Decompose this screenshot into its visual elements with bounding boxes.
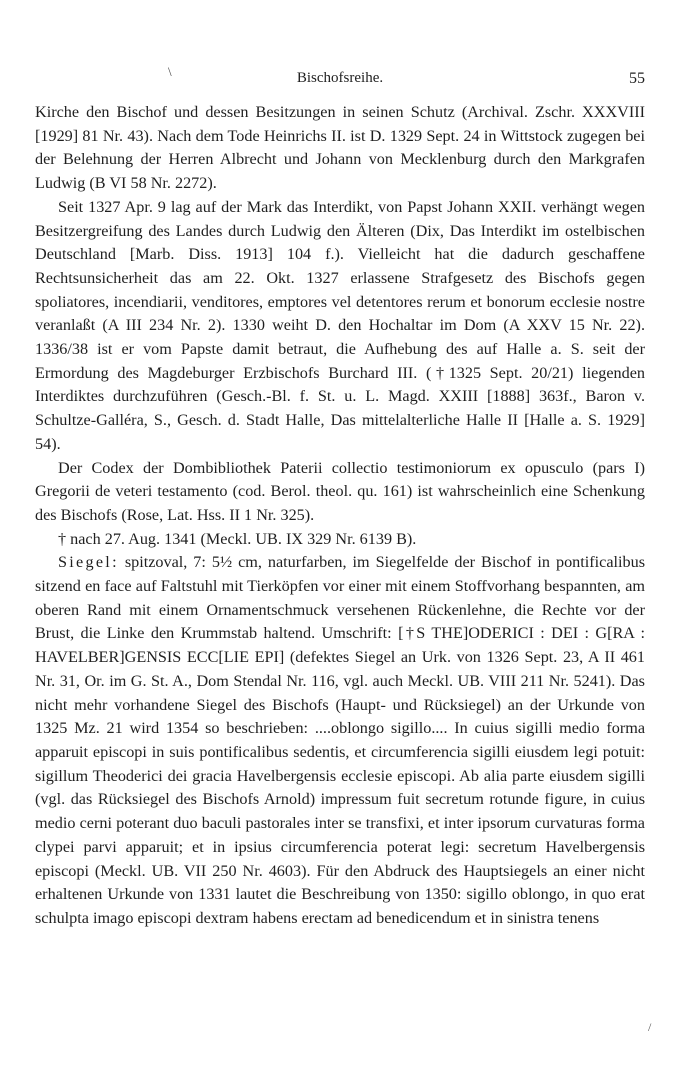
header-title: Bischofsreihe. bbox=[296, 70, 384, 86]
body-text bbox=[35, 101, 645, 931]
seal-description: spitzoval, 7: 5½ cm, naturfarben, im Siegelfelde der Bischof in pontificalibus sitzend en face auf Faltstuhl mit Tierköpfen vor einer mit einem Stoffvorhang bespannten, am oberen Rand mit einem Ornamentschmuck versehenen Rückenlehne, die Rechte vor der Brust, die Linke den Krummstab haltend. Umschrift: [†S THE]ODERICI : DEI : G[RA : HAVELBER]GENSIS ECC[LIE EPI] (defektes Siegel an Urk. von 1326 Sept. 23, A II 461 Nr. 31, Or. im G. St. A., Dom Stendal Nr. 116, vgl. auch Meckl. UB. VIII 211 Nr. 5241). Das nicht mehr vorhandene Siegel des Bischofs (Haupt- und Rücksiegel) an der Urkunde von 1325 Mz. 21 wird 1354 so beschrieben: ....oblongo sigillo.... In cuius sigilli medio forma apparuit episcopi in suis pontificalibus sedentis, et circumferencia sigilli eiusdem legi potuit: sigillum Theoderici dei gracia Havelbergensis ecclesie episcopi. Ab alia parte eiusdem sigilli (vgl. das Rücksiegel des Bischofs Arnold) impressum fuit secretum rotunde figure, in cuius medio cerni poterant duo baculi pastorales inter se transfixi, et inter ipsorum curvaturas forma clypei parvi apparuit; et in ipsius circumferencia poterat legi: secretum Havelbergensis episcopi (Meckl. UB. VII 250 Nr. 4603). Für den Abdruck des Hauptsiegels an einer nicht erhaltenen Urkunde von 1331 lautet die Beschreibung von 1350: sigillo oblongo, in quo erat schulpta imago episcopi dextram habens erectam ad benedicendum et in sinistra tenens bbox=[35, 553, 645, 927]
margin-mark: / bbox=[648, 1020, 652, 1034]
paragraph-1: Kirche den Bischof und dessen Besitzungen in seinen Schutz (Archival. Zschr. XXXVIII [1929] 81 Nr. 43). Nach dem Tode Heinrichs II. ist D. 1329 Sept. 24 in Wittstock zugegen bei der Belehnung der Herren Albrecht und Johann von Mecklenburg durch den Markgrafen Ludwig (B VI 58 Nr. 2272). bbox=[35, 103, 645, 193]
paragraph-3: Der Codex der Dombibliothek Paterii collectio testimoniorum ex opusculo (pars I) Gregorii de veteri testamento (cod. Berol. theol. qu. 161) ist wahrscheinlich eine Schenkung des Bischofs (Rose, Lat. Hss. II 1 Nr. 325). bbox=[35, 458, 645, 524]
seal-label: Siegel: bbox=[58, 553, 119, 572]
stray-mark: \ bbox=[168, 64, 172, 79]
paragraph-4: † nach 27. Aug. 1341 (Meckl. UB. IX 329 Nr. 6139 B). bbox=[58, 529, 417, 548]
page-number: 55 bbox=[629, 70, 645, 87]
paragraph-2: Seit 1327 Apr. 9 lag auf der Mark das Interdikt, von Papst Johann XXII. verhängt wegen Besitzergreifung des Landes durch Ludwig den Älteren (Dix, Das Interdikt im ostelbischen Deutschland [Marb. Diss. 1913] 104 f.). Vielleicht hat die dadurch geschaffene Rechtsunsicherheit das am 22. Okt. 1327 erlassene Strafgesetz des Bischofs gegen spoliatores, incendiarii, venditores, emptores vel detentores rerum et bonorum ecclesie nostre veranlaßt (A III 234 Nr. 2). 1330 weiht D. den Hochaltar im Dom (A XXV 15 Nr. 22). 1336/38 ist er vom Papste damit betraut, die Aufhebung des auf Halle a. S. seit der Ermordung des Magdeburger Erzbischofs Burchard III. (†1325 Sept. 20/21) liegenden Interdiktes durchzuführen (Gesch.-Bl. f. St. u. L. Magd. XXIII [1888] 363f., Baron v. Schultze-Galléra, S., Gesch. d. Stadt Halle, Das mittelalterliche Halle II [Halle a. S. 1929] 54). bbox=[35, 197, 645, 453]
running-header bbox=[35, 70, 645, 92]
paragraph-5 bbox=[35, 551, 645, 930]
